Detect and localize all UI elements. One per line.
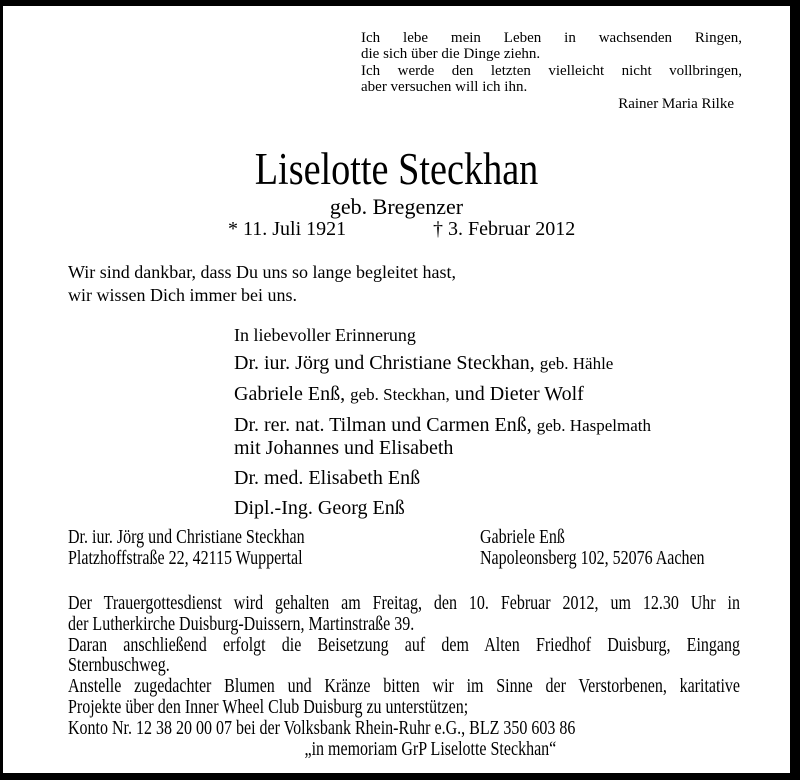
name-segment: Dr. rer. nat. Tilman und Carmen Enß,	[234, 414, 537, 436]
death-date: † 3. Februar 2012	[433, 218, 576, 240]
poem-line: aber versuchen will ich ihn.	[361, 79, 528, 96]
poem-line: Ich werde den letzten vielleicht nicht vollbringen,	[361, 62, 742, 79]
announcement-line: Konto Nr. 12 38 20 00 07 bei der Volksbank Rhein-Ruhr e.G., BLZ 350 603 86	[68, 716, 576, 739]
remembrance-section	[234, 325, 764, 527]
announcement-line: Sternbuschweg.	[68, 654, 170, 677]
contact-left	[68, 527, 305, 568]
announcement-line: Anstelle zugedachter Blumen und Kränze bitten wir im Sinne der Verstorbenen, karitative	[68, 675, 740, 698]
name-segment: Dr. med. Elisabeth Enß	[234, 467, 421, 489]
name-segment: geb. Hähle	[539, 354, 614, 373]
announcement-line: Projekte über den Inner Wheel Club Duisburg zu unterstützen;	[68, 695, 469, 718]
contact-right	[480, 527, 705, 568]
poem-line: die sich über die Dinge ziehn.	[361, 46, 541, 63]
name-segment: Gabriele Enß,	[234, 383, 351, 405]
announcement-line: Daran anschließend erfolgt die Beisetzung auf dem Alten Friedhof Duisburg, Eingang	[68, 633, 740, 656]
name-segment: Dipl.-Ing. Georg Enß	[234, 497, 405, 519]
memoriam-reference: „in memoriam GrP Liselotte Steckhan“	[304, 737, 557, 760]
maiden-name: geb. Bregenzer	[329, 194, 464, 219]
mourner-entry	[234, 467, 764, 489]
name-segment: geb. Steckhan,	[350, 385, 450, 404]
mourner-line	[234, 414, 764, 437]
announcement-lines	[68, 593, 740, 739]
obituary-content	[3, 6, 790, 773]
mourner-entry	[234, 383, 764, 406]
contact-right-address: Napoleonsberg 102, 52076 Aachen	[480, 546, 705, 569]
tribute-line: wir wissen Dich immer bei uns.	[68, 285, 297, 305]
contact-right-name: Gabriele Enß	[480, 526, 565, 548]
tribute-line: Wir sind dankbar, dass Du uns so lange begleitet hast,	[68, 262, 456, 282]
mourner-line	[234, 383, 764, 406]
title-block	[3, 144, 790, 219]
name-segment: und Dieter Wolf	[449, 383, 584, 405]
announcement-line: der Lutherkirche Duisburg-Duissern, Martinstraße 39.	[68, 612, 415, 635]
mourner-list	[234, 352, 764, 519]
name-segment: mit Johannes und Elisabeth	[234, 437, 454, 459]
mourner-line	[234, 467, 764, 489]
mourner-line	[234, 352, 764, 375]
poem-lines	[361, 30, 742, 96]
name-segment: geb. Haspelmath	[536, 416, 652, 435]
mourner-line	[234, 497, 764, 519]
mourner-line	[234, 437, 764, 459]
mourner-entry	[234, 414, 764, 459]
birth-date: * 11. Juli 1921	[228, 218, 347, 240]
announcement-section	[68, 593, 740, 759]
deceased-name: Liselotte Steckhan	[254, 144, 539, 194]
mourner-entry	[234, 352, 764, 375]
contact-left-name: Dr. iur. Jörg und Christiane Steckhan	[68, 526, 305, 548]
poem-line: Ich lebe mein Leben in wachsenden Ringen,	[361, 30, 742, 46]
remembrance-heading: In liebevoller Erinnerung	[234, 325, 416, 345]
poem-attribution: Rainer Maria Rilke	[618, 95, 734, 112]
tribute-text	[68, 261, 456, 307]
opening-poem	[361, 30, 742, 112]
contact-left-address: Platzhoffstraße 22, 42115 Wuppertal	[68, 546, 303, 569]
mourner-entry	[234, 497, 764, 519]
name-segment: Dr. iur. Jörg und Christiane Steckhan,	[234, 352, 540, 374]
announcement-line: Der Trauergottesdienst wird gehalten am Freitag, den 10. Februar 2012, um 12.30 Uhr in	[68, 592, 740, 614]
